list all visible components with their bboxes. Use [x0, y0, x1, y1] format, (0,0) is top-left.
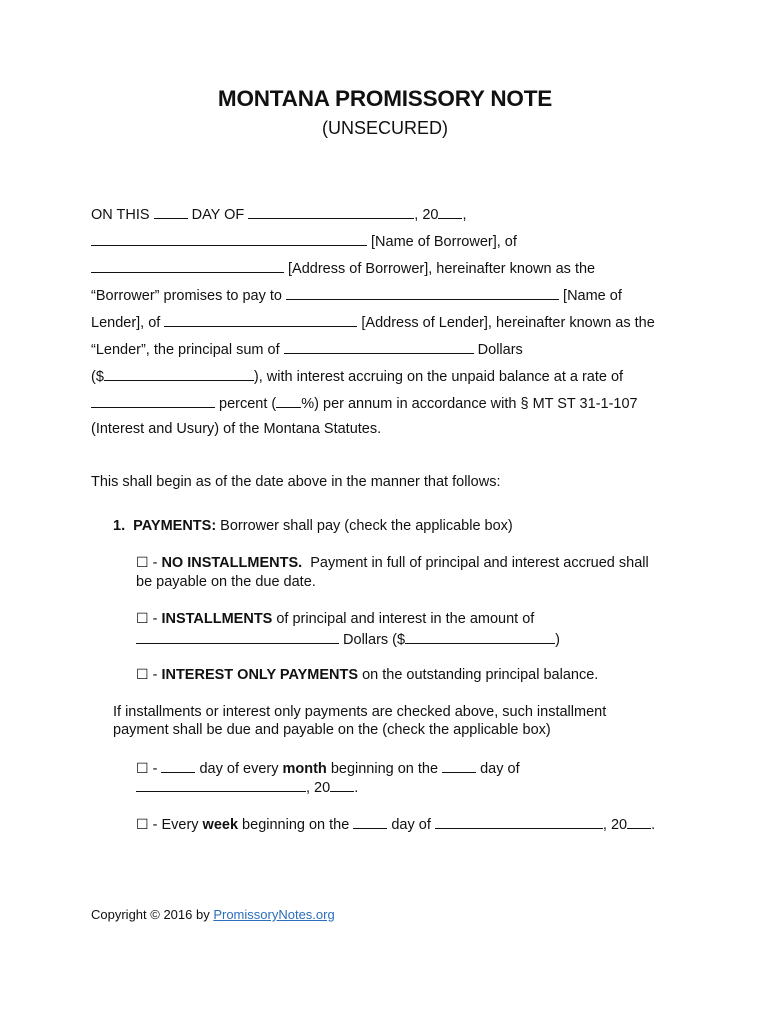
section-heading-text: Borrower shall pay (check the applicable box) — [216, 518, 513, 534]
schedule-text: , 20 — [602, 817, 628, 833]
checkbox-icon[interactable]: ☐ — [136, 555, 149, 571]
schedule-monthly — [136, 758, 520, 778]
schedule-text: . — [354, 780, 359, 796]
borrower-address-blank — [91, 258, 284, 273]
dash: - — [148, 761, 162, 777]
date-blank — [435, 814, 603, 829]
rate-words-blank — [91, 393, 215, 408]
dash: - — [148, 667, 162, 683]
intro-line-8 — [91, 393, 638, 413]
intro-text: “Lender”, the principal sum of — [91, 342, 284, 358]
promissorynotes-link[interactable]: PromissoryNotes.org — [213, 907, 335, 922]
year-blank — [627, 814, 651, 829]
option-no-installments — [136, 554, 649, 572]
intro-line-3 — [91, 258, 595, 278]
checkbox-icon[interactable]: ☐ — [136, 667, 149, 683]
option-installments-line-2 — [136, 629, 560, 649]
dash: - — [148, 611, 162, 627]
schedule-weekly — [136, 814, 655, 834]
intro-text: DAY OF — [187, 207, 249, 223]
installment-amount-blank — [405, 629, 555, 644]
option-text: on the outstanding principal balance. — [358, 667, 599, 683]
schedule-text: Every — [161, 817, 203, 833]
day-blank — [353, 814, 387, 829]
date-blank — [136, 777, 306, 792]
intro-line-4 — [91, 285, 622, 305]
month-blank — [248, 204, 414, 219]
intro-line-7 — [91, 366, 623, 386]
intro-text: [Name of Borrower], of — [367, 234, 517, 250]
option-text: of principal and interest in the amount of — [272, 611, 535, 627]
dash: - — [148, 817, 162, 833]
option-text: ) — [555, 632, 560, 648]
begin-text: This shall begin as of the date above in the manner that follows: — [91, 474, 501, 490]
borrower-name-blank — [91, 231, 367, 246]
lender-name-blank — [286, 285, 559, 300]
intro-text: , 20 — [414, 207, 439, 223]
principal-words-blank — [284, 339, 474, 354]
option-text: Payment in full of principal and interest accrued shall — [302, 555, 649, 571]
option-label: INSTALLMENTS — [161, 611, 273, 627]
option-interest-only — [136, 666, 598, 684]
schedule-text: day of — [476, 761, 520, 777]
day-blank — [442, 758, 476, 773]
schedule-bold: week — [202, 817, 239, 833]
copyright-footer — [91, 906, 335, 924]
payments-heading — [113, 517, 513, 535]
document-subtitle: (UNSECURED) — [322, 118, 448, 138]
day-blank — [161, 758, 195, 773]
intro-text: [Address of Borrower], hereinafter known as the — [284, 261, 596, 277]
document-title: MONTANA PROMISSORY NOTE — [217, 86, 553, 111]
section-heading: PAYMENTS: — [133, 518, 217, 534]
if-installments-line-2: payment shall be due and payable on the (check the applicable box) — [113, 722, 551, 738]
intro-text: Lender], of — [91, 315, 165, 331]
dash: - — [148, 555, 162, 571]
copyright-text: Copyright © 2016 by — [91, 907, 214, 922]
schedule-text: day of every — [195, 761, 283, 777]
lender-address-blank — [164, 312, 357, 327]
intro-line-2 — [91, 231, 517, 251]
intro-text: %) per annum in accordance with § MT ST 31-1-107 — [301, 396, 638, 412]
intro-text: ON THIS — [91, 207, 154, 223]
rate-percent-blank — [276, 393, 301, 408]
schedule-text: . — [651, 817, 656, 833]
intro-text: ($ — [91, 369, 104, 385]
day-blank — [154, 204, 188, 219]
intro-text: ), with interest accruing on the unpaid balance at a rate of — [253, 369, 624, 385]
option-installments — [136, 610, 534, 628]
schedule-text: beginning on the — [238, 817, 354, 833]
checkbox-icon[interactable]: ☐ — [136, 611, 149, 627]
intro-text: percent ( — [215, 396, 277, 412]
intro-text: Dollars — [473, 342, 523, 358]
intro-text: [Address of Lender], hereinafter known as the — [357, 315, 655, 331]
intro-text: [Name of — [559, 288, 622, 304]
intro-line-6 — [91, 339, 523, 359]
principal-amount-blank — [104, 366, 254, 381]
schedule-text: beginning on the — [326, 761, 443, 777]
if-installments-line-1: If installments or interest only payments are checked above, such installment — [113, 704, 607, 720]
intro-line-9: (Interest and Usury) of the Montana Statutes. — [91, 421, 382, 437]
checkbox-icon[interactable]: ☐ — [136, 817, 149, 833]
schedule-text: , 20 — [306, 780, 331, 796]
intro-line-1 — [91, 204, 467, 224]
year-blank — [438, 204, 462, 219]
checkbox-icon[interactable]: ☐ — [136, 761, 149, 777]
option-text: Dollars ($ — [339, 632, 406, 648]
intro-text: , — [462, 207, 467, 223]
schedule-monthly-line-2 — [136, 777, 358, 797]
schedule-text: day of — [387, 817, 435, 833]
year-blank — [330, 777, 354, 792]
option-label: INTEREST ONLY PAYMENTS — [161, 667, 359, 683]
option-no-installments-line-2: be payable on the due date. — [136, 574, 316, 590]
intro-text: “Borrower” promises to pay to — [91, 288, 287, 304]
schedule-bold: month — [282, 761, 327, 777]
intro-line-5 — [91, 312, 655, 332]
installment-words-blank — [136, 629, 339, 644]
option-label: NO INSTALLMENTS. — [161, 555, 303, 571]
section-number: 1. — [113, 518, 126, 534]
